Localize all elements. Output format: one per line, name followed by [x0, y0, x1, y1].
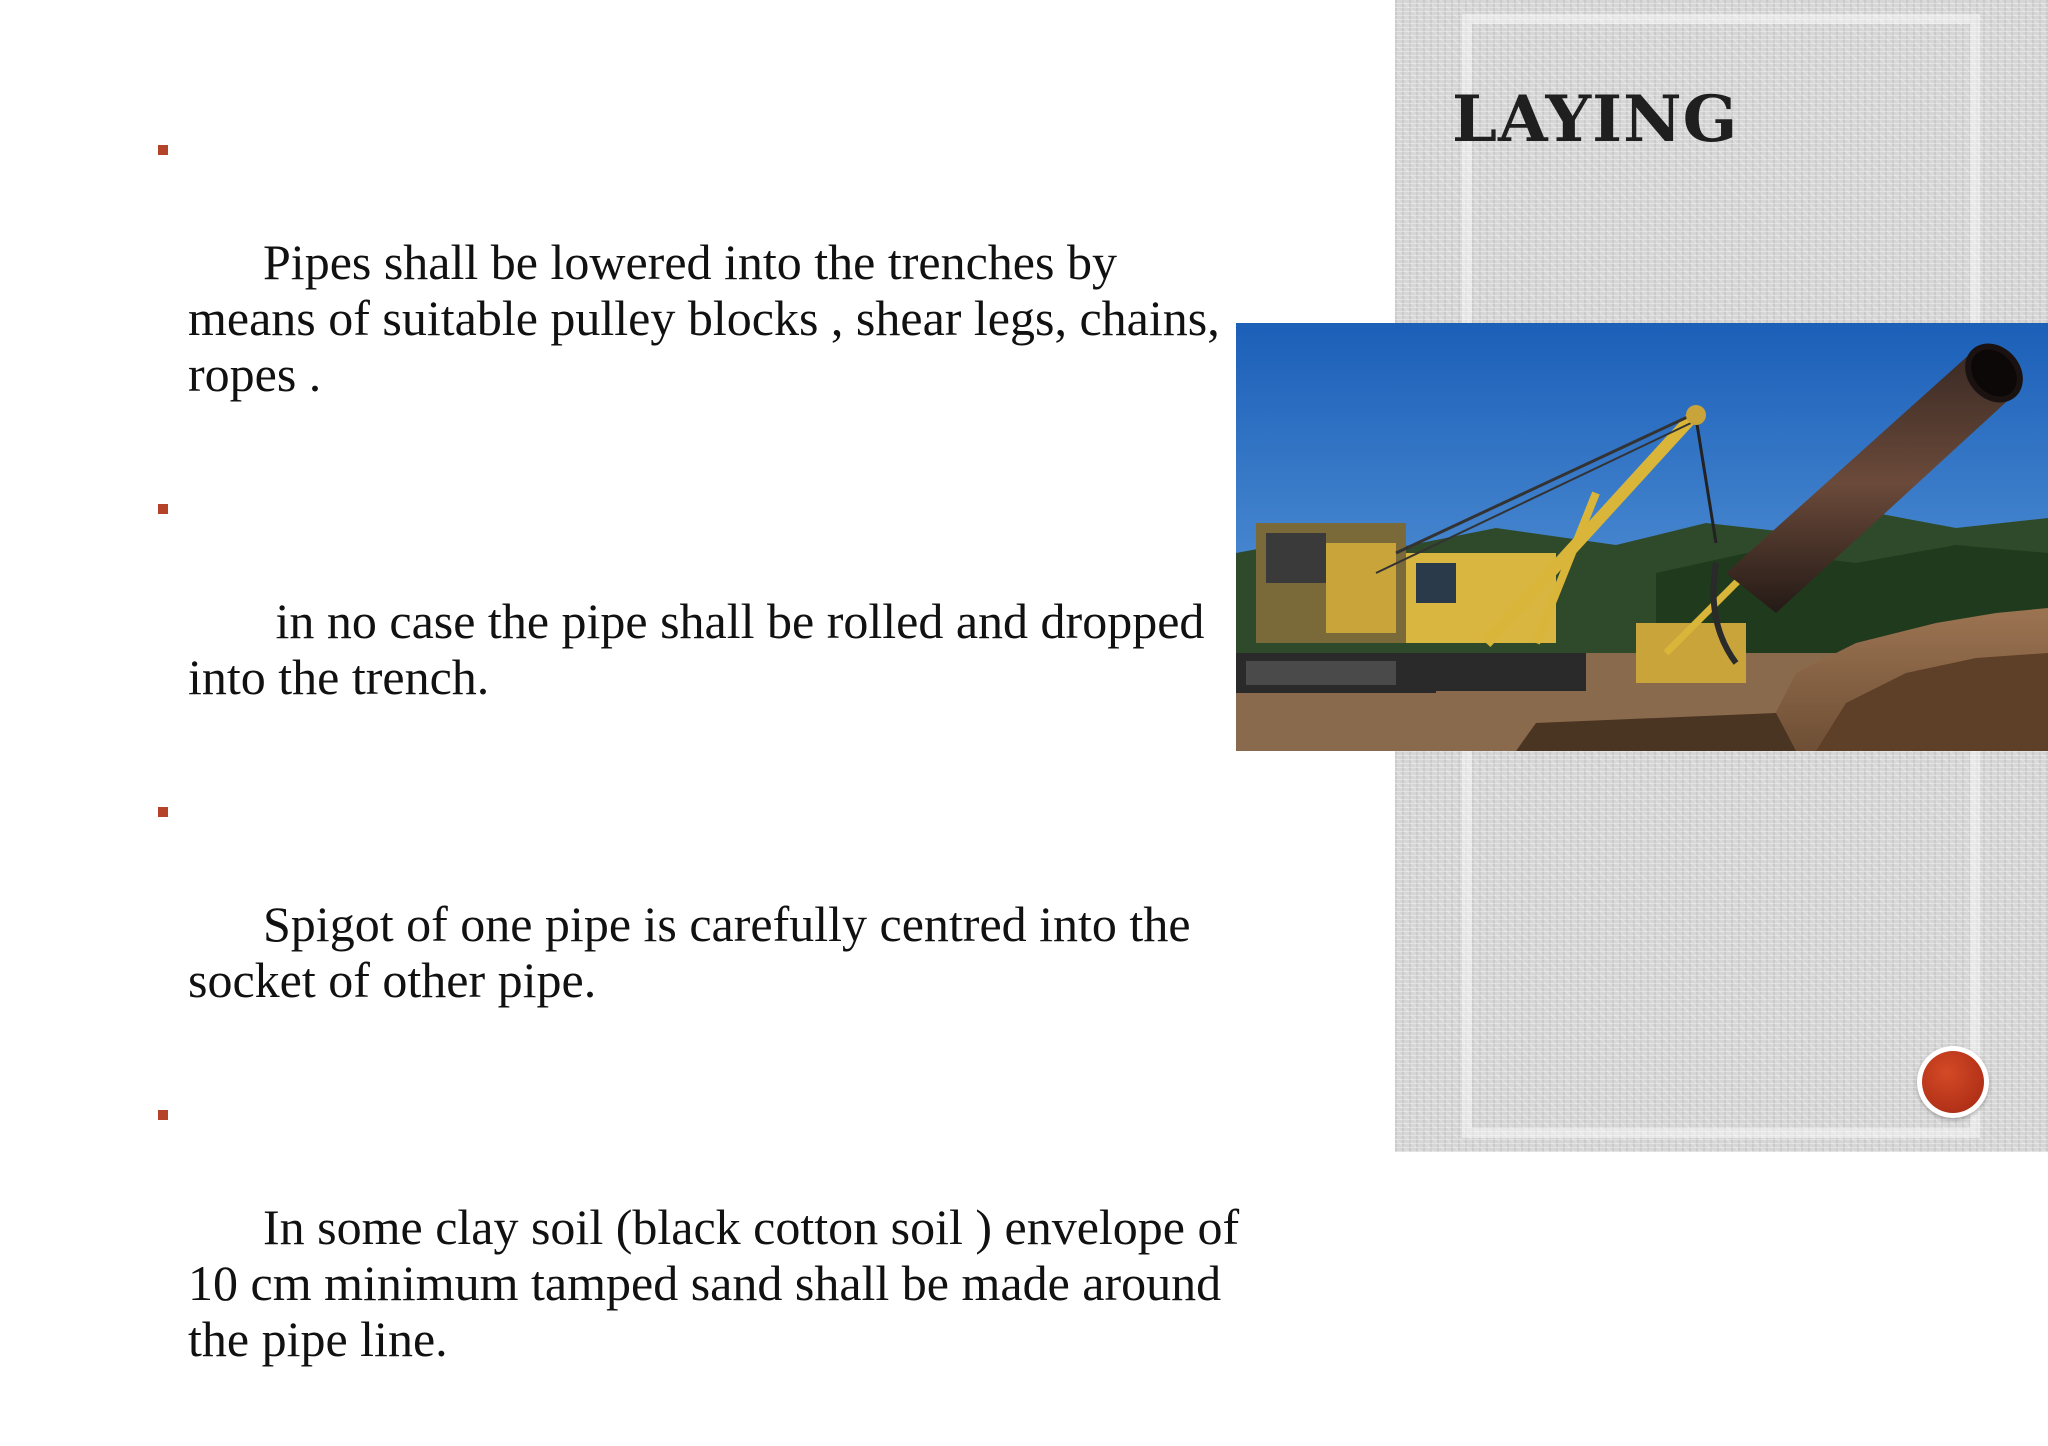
next-slide-button[interactable] — [1917, 1046, 1989, 1118]
bullet-item — [155, 481, 1245, 761]
slide-title: LAYING — [1452, 82, 1739, 157]
bullet-text: Spigot of one pipe is carefully centred into the socket of other pipe. — [188, 896, 1204, 1008]
circle-button-icon — [1922, 1051, 1984, 1113]
bullet-text: in no case the pipe shall be rolled and dropped into the trench. — [188, 593, 1217, 705]
pipe-laying-illustration — [1236, 323, 2048, 751]
square-bullet-icon — [158, 1110, 168, 1120]
bullet-text: In some clay soil (black cotton soil ) envelope of 10 cm minimum tamped sand shall be made around the pipe line. — [188, 1199, 1252, 1367]
square-bullet-icon — [158, 145, 168, 155]
bullet-list — [155, 122, 1252, 1446]
square-bullet-icon — [158, 504, 168, 514]
bullet-item — [155, 1087, 1252, 1423]
bullet-text: Pipes shall be lowered into the trenches by means of suitable pulley blocks , shear legs, chains, ropes . — [188, 234, 1233, 402]
pipe-laying-photo — [1236, 323, 2048, 751]
square-bullet-icon — [158, 807, 168, 817]
bullet-item — [155, 122, 1245, 458]
bullet-item — [155, 784, 1245, 1064]
